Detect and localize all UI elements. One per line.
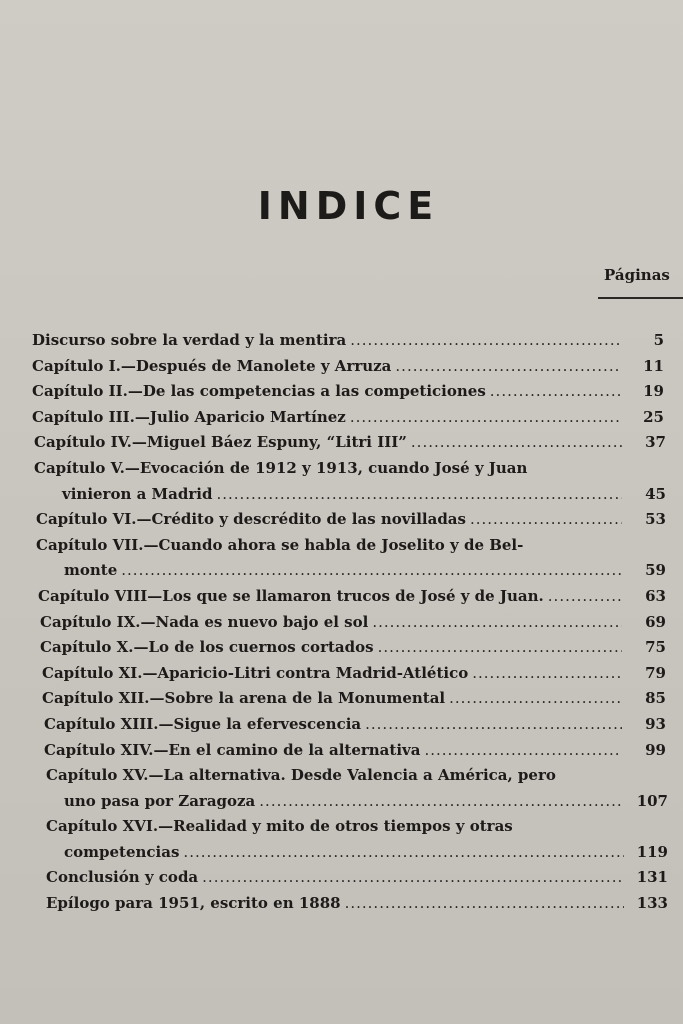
toc-page-number: 45 <box>645 484 666 503</box>
toc-page-number: 75 <box>645 638 666 657</box>
toc-entry-text: Capítulo V.—Evocación de 1912 y 1913, cuando José y Juan <box>34 458 528 477</box>
dot-leader <box>395 354 620 380</box>
toc-entry-text: Capítulo XVI.—Realidad y mito de otros tiempos y otras <box>46 817 513 836</box>
toc-entry <box>0 533 683 584</box>
toc-page-number: 63 <box>645 586 666 605</box>
toc-entry <box>0 891 683 917</box>
toc-entry-text: Capítulo XIV.—En el camino de la alternativa <box>44 740 421 759</box>
toc-entry-text: Capítulo VII.—Cuando ahora se habla de Joselito y de Bel- <box>36 535 524 554</box>
page-title: INDICE <box>257 184 440 228</box>
toc-page-number: 5 <box>653 331 664 349</box>
toc-entry-text: Capítulo IV.—Miguel Báez Espuny, “Litri III” <box>34 433 407 452</box>
header-rule <box>598 297 683 299</box>
dot-leader <box>121 558 622 584</box>
toc-entry-line <box>0 865 668 891</box>
toc-page-number: 133 <box>636 894 668 913</box>
toc-entry-text: Capítulo XII.—Sobre la arena de la Monumental <box>42 689 446 708</box>
toc-page-number: 131 <box>636 868 668 887</box>
toc-entry <box>0 865 683 891</box>
toc-page-number: 19 <box>643 382 664 401</box>
toc-entry-text: Capítulo VIII—Los que se llamaron trucos de José y de Juan. <box>38 586 544 605</box>
toc-page-number: 79 <box>645 663 666 682</box>
toc-entry-line <box>0 482 666 508</box>
dot-leader <box>472 661 622 687</box>
toc-entry-text: Capítulo X.—Lo de los cuernos cortados <box>40 638 374 657</box>
toc-entry-text: Capítulo VI.—Crédito y descrédito de las novilladas <box>36 510 466 529</box>
toc-entry <box>0 763 683 814</box>
toc-entry <box>0 814 683 865</box>
toc-entry <box>0 328 683 354</box>
toc-entry-line <box>0 533 610 559</box>
toc-entry-line <box>0 840 668 866</box>
dot-leader <box>470 507 622 533</box>
toc-entry-line <box>0 558 666 584</box>
toc-entry-text: Capítulo II.—De las competencias a las competiciones <box>32 382 486 401</box>
toc-entry-text: monte <box>64 561 118 580</box>
toc-entry-text: Capítulo XV.—La alternativa. Desde Valencia a América, pero <box>46 766 556 785</box>
dot-leader <box>424 738 622 764</box>
dot-leader <box>350 405 620 431</box>
dot-leader <box>490 379 620 405</box>
toc-entry-text: Capítulo XIII.—Sigue la efervescencia <box>44 714 362 733</box>
dot-leader <box>350 328 620 354</box>
toc-entry <box>0 686 683 712</box>
toc-entry-line <box>0 354 664 380</box>
toc-entry-line <box>0 379 664 405</box>
toc-entry-text: Capítulo III.—Julio Aparicio Martínez <box>32 407 346 426</box>
toc-entry-text: Capítulo IX.—Nada es nuevo bajo el sol <box>40 612 369 631</box>
toc-entry-line <box>0 891 668 917</box>
toc-entry-text: vinieron a Madrid <box>62 484 213 503</box>
dot-leader <box>548 584 622 610</box>
toc-entry <box>0 712 683 738</box>
toc-entry-line <box>0 507 666 533</box>
toc-entry-text: uno pasa por Zaragoza <box>64 791 256 810</box>
toc-entry-line <box>0 686 666 712</box>
toc-page-number: 69 <box>645 612 666 631</box>
toc-entry-line <box>0 814 612 840</box>
dot-leader <box>411 430 622 456</box>
toc-page-number: 59 <box>645 561 666 580</box>
toc-page-number: 85 <box>645 689 666 708</box>
dot-leader <box>365 712 622 738</box>
toc-page-number: 53 <box>645 510 666 529</box>
toc-entry-line <box>0 610 666 636</box>
toc-page-number: 11 <box>643 356 664 375</box>
toc-entry-text: Discurso sobre la verdad y la mentira <box>32 331 347 349</box>
toc-entry-line <box>0 328 664 354</box>
dot-leader <box>378 635 622 661</box>
toc-entry <box>0 456 683 507</box>
dot-leader <box>183 840 624 866</box>
toc-entry-line <box>0 430 666 456</box>
dot-leader <box>372 610 622 636</box>
toc-entry-text: Capítulo I.—Después de Manolete y Arruza <box>32 356 392 375</box>
toc-entry-line <box>0 789 668 815</box>
toc-entry-line <box>0 405 664 431</box>
toc-entry-line <box>0 712 666 738</box>
toc-page-number: 119 <box>636 842 668 861</box>
toc-entry <box>0 507 683 533</box>
toc-entry-line <box>0 661 666 687</box>
dot-leader <box>259 789 624 815</box>
toc-entry-line <box>0 635 666 661</box>
toc-entry-text: Epílogo para 1951, escrito en 1888 <box>46 894 341 913</box>
toc-entry <box>0 661 683 687</box>
toc-entry <box>0 584 683 610</box>
toc-entry-text: Conclusión y coda <box>46 868 199 887</box>
toc-page-number: 25 <box>643 407 664 426</box>
toc-page-number: 107 <box>636 791 668 810</box>
toc-page-number: 93 <box>645 714 666 733</box>
toc-entry-text: competencias <box>64 842 180 861</box>
toc-entry <box>0 354 683 380</box>
dot-leader <box>216 482 622 508</box>
table-of-contents <box>0 328 683 917</box>
dot-leader <box>449 686 622 712</box>
toc-entry-line <box>0 584 666 610</box>
toc-entry <box>0 379 683 405</box>
toc-entry-line <box>0 763 610 789</box>
toc-entry <box>0 738 683 764</box>
pages-column-header: Páginas <box>604 266 670 284</box>
dot-leader <box>345 891 624 917</box>
toc-entry <box>0 430 683 456</box>
toc-entry-line <box>0 738 666 764</box>
toc-entry <box>0 610 683 636</box>
toc-page-number: 99 <box>645 740 666 759</box>
toc-entry-line <box>0 456 608 482</box>
toc-entry-text: Capítulo XI.—Aparicio-Litri contra Madrid-Atlético <box>42 663 469 682</box>
dot-leader <box>202 865 624 891</box>
toc-page-number: 37 <box>645 433 666 452</box>
toc-entry <box>0 405 683 431</box>
toc-entry <box>0 635 683 661</box>
